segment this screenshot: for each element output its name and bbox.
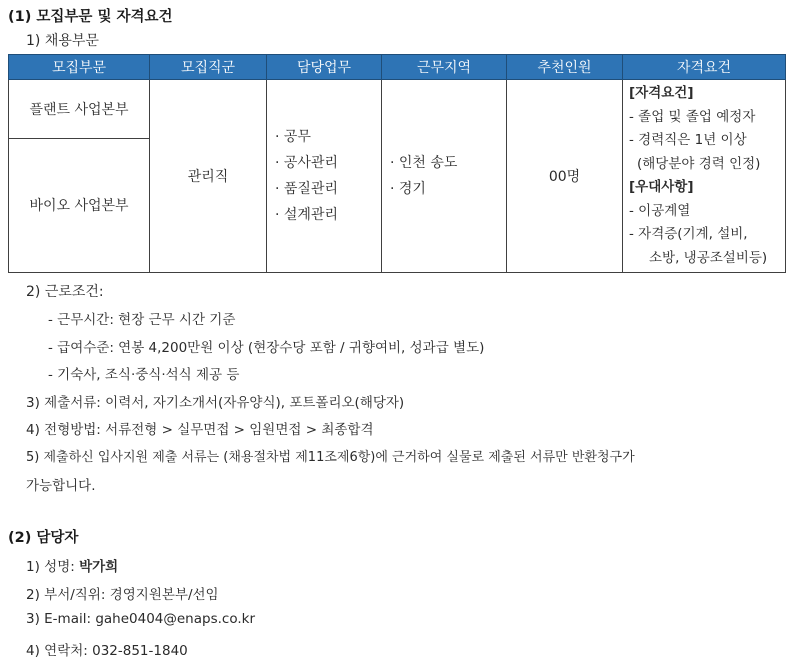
- qualification-item: - 경력직은 1년 이상: [629, 132, 747, 148]
- header-duties: 담당업무: [267, 55, 382, 80]
- contact-email-line: 3) E-mail: gahe0404@enaps.co.kr: [26, 611, 256, 627]
- header-division: 모집부문: [9, 55, 150, 80]
- recruitment-table: [8, 54, 786, 273]
- condition-item: - 근무시간: 현장 근무 시간 기준: [48, 312, 236, 328]
- contact-name-line: [26, 555, 118, 575]
- location-item: · 경기: [390, 176, 506, 202]
- condition-item: - 기숙사, 조식·중식·석식 제공 등: [48, 367, 240, 383]
- preferred-title: [우대사항]: [629, 179, 694, 195]
- table-row: [9, 80, 786, 139]
- section1-title: (1) 모집부문 및 자격요건: [8, 9, 173, 25]
- preferred-item: - 자격증(기계, 설비,: [629, 226, 748, 242]
- section2-title: (2) 담당자: [8, 530, 79, 546]
- job-group-cell: 관리직: [150, 80, 267, 273]
- duty-item: · 품질관리: [275, 176, 381, 202]
- qualifications-title: [자격요건]: [629, 85, 694, 101]
- process-line: 4) 전형방법: 서류전형 > 실무면접 > 임원면접 > 최종합격: [26, 422, 374, 438]
- documents-line: 3) 제출서류: 이력서, 자기소개서(자유양식), 포트폴리오(해당자): [26, 395, 405, 411]
- qualifications-cell: [623, 80, 786, 273]
- contact-phone-line: 4) 연락처: 032-851-1840: [26, 643, 188, 659]
- headcount-cell: 00명: [507, 80, 623, 273]
- recruitment-subheading: 1) 채용부문: [26, 33, 99, 49]
- header-location: 근무지역: [382, 55, 507, 80]
- location-cell: [382, 80, 507, 273]
- duty-item: · 공무: [275, 124, 381, 150]
- duties-cell: [267, 80, 382, 273]
- table-header-row: [9, 55, 786, 80]
- contact-name-label: 1) 성명:: [26, 559, 80, 575]
- header-headcount: 추천인원: [507, 55, 623, 80]
- header-job-group: 모집직군: [150, 55, 267, 80]
- duty-item: · 설계관리: [275, 202, 381, 228]
- preferred-item: 소방, 냉공조설비등): [649, 249, 768, 266]
- qualification-item: (해당분야 경력 인정): [637, 155, 761, 172]
- location-item: · 인천 송도: [390, 150, 506, 176]
- duty-item: · 공사관리: [275, 150, 381, 176]
- note-line-continued: 가능합니다.: [26, 478, 96, 494]
- division-plant: 플랜트 사업본부: [9, 80, 150, 139]
- conditions-title: 2) 근로조건:: [26, 284, 104, 300]
- note-line: 5) 제출하신 입사지원 제출 서류는 (채용절차법 제11조제6항)에 근거하여 실물로 제출된 서류만 반환청구가: [26, 450, 635, 465]
- preferred-item: - 이공계열: [629, 202, 691, 219]
- condition-item: - 급여수준: 연봉 4,200만원 이상 (현장수당 포함 / 귀향여비, 성과급 별도): [48, 340, 485, 356]
- division-bio: 바이오 사업본부: [9, 138, 150, 272]
- contact-name-value: 박가희: [79, 559, 119, 575]
- header-qualifications: 자격요건: [623, 55, 786, 80]
- contact-dept-line: 2) 부서/직위: 경영지원본부/선임: [26, 587, 219, 603]
- qualification-item: - 졸업 및 졸업 예정자: [629, 108, 756, 125]
